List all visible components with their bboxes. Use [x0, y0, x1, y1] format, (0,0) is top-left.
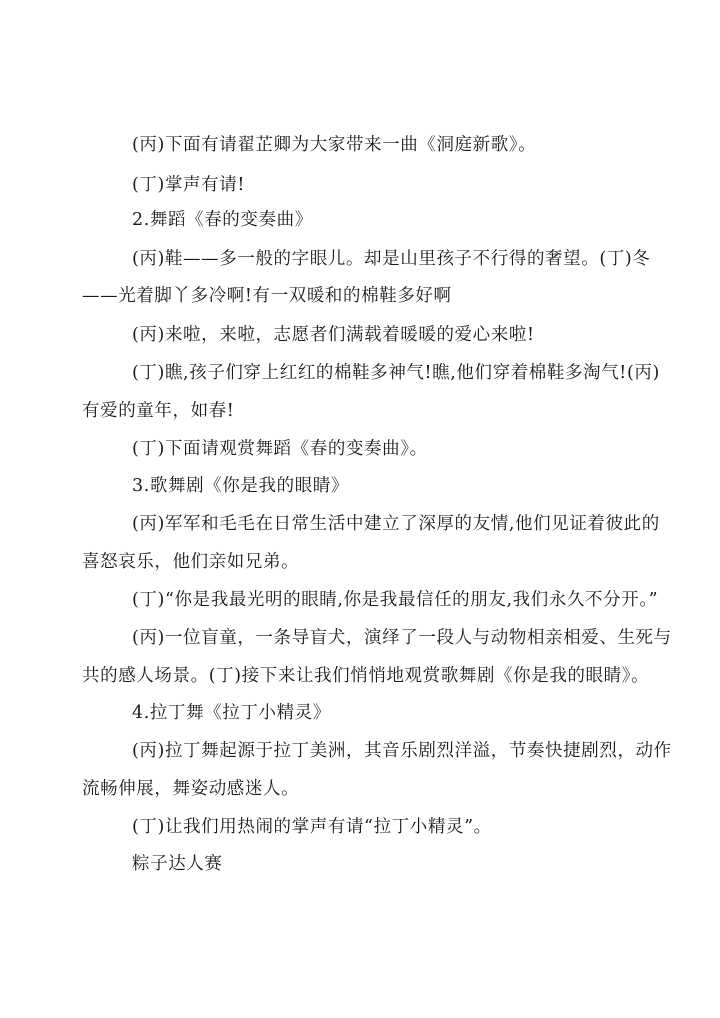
section-heading: 2.舞蹈《春的变奏曲》 [132, 210, 313, 230]
paragraph-line: 共的感人场景。(丁)接下来让我们悄悄地观赏歌舞剧《你是我的眼睛》。 [82, 666, 650, 686]
paragraph-line: (丙)鞋——多一般的字眼儿。却是山里孩子不行得的奢望。(丁)冬 [132, 249, 651, 269]
section-heading: 粽子达人赛 [132, 854, 223, 874]
paragraph-line: (丁)让我们用热闹的掌声有请“拉丁小精灵”。 [132, 817, 492, 837]
paragraph-line: (丙)拉丁舞起源于拉丁美洲，其音乐剧烈洋溢，节奏快捷剧烈，动作 [132, 741, 672, 761]
paragraph-line: (丁)“你是我最光明的眼睛,你是我最信任的朋友,我们永久不分开。” [132, 590, 659, 610]
paragraph-line: 流畅伸展，舞姿动感迷人。 [82, 779, 300, 799]
paragraph-line: ——光着脚丫多冷啊!有一双暖和的棉鞋多好啊 [82, 286, 452, 306]
paragraph-line: (丙)来啦，来啦，志愿者们满载着暖暖的爱心来啦! [132, 325, 535, 345]
section-heading: 3.歌舞剧《你是我的眼睛》 [132, 476, 349, 496]
section-heading: 4.拉丁舞《拉丁小精灵》 [132, 703, 331, 723]
paragraph-line: (丙)一位盲童，一条导盲犬，演绎了一段人与动物相亲相爱、生死与 [132, 628, 672, 648]
paragraph-line: (丁)瞧,孩子们穿上红红的棉鞋多神气!瞧,他们穿着棉鞋多淘气!(丙) [132, 363, 660, 383]
paragraph-line: (丁)下面请观赏舞蹈《春的变奏曲》。 [132, 439, 428, 459]
paragraph-line: (丁)掌声有请! [132, 175, 245, 195]
paragraph-line: (丙)下面有请翟芷卿为大家带来一曲《洞庭新歌》。 [132, 135, 537, 155]
paragraph-line: 有爱的童年，如春! [82, 401, 235, 421]
paragraph-line: 喜怒哀乐，他们亲如兄弟。 [82, 552, 300, 572]
paragraph-line: (丙)军军和毛毛在日常生活中建立了深厚的友情,他们见证着彼此的 [132, 514, 660, 534]
